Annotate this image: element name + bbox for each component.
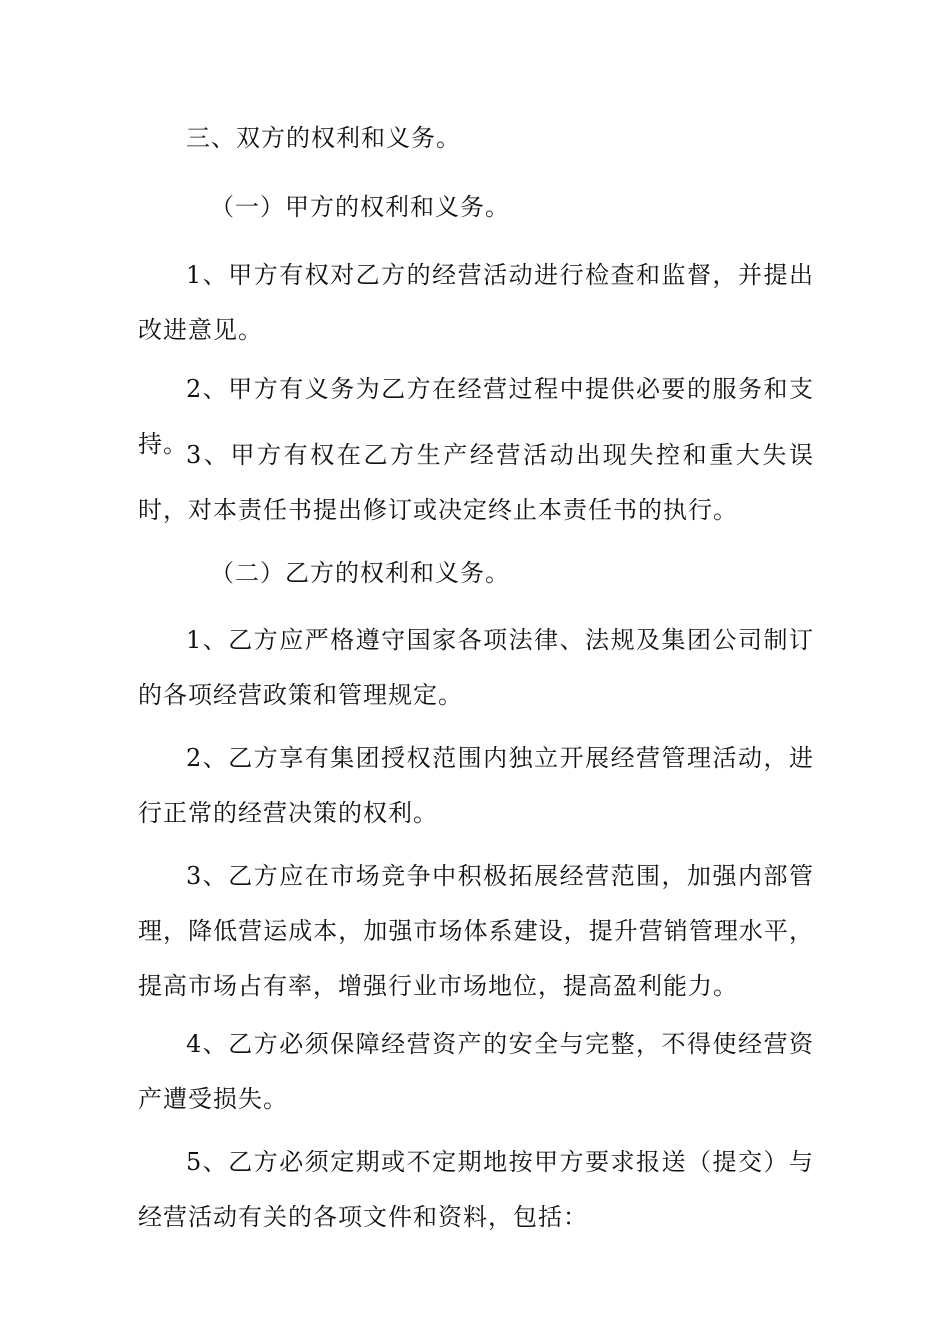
party-a-item-1: 1、甲方有权对乙方的经营活动进行检查和监督，并提出改进意见。 bbox=[138, 261, 814, 344]
subsection-heading-party-b: （二）乙方的权利和义务。 bbox=[210, 559, 510, 587]
party-b-item-5: 5、乙方必须定期或不定期地按甲方要求报送（提交）与经营活动有关的各项文件和资料，包括： bbox=[138, 1148, 814, 1231]
party-b-item-4: 4、乙方必须保障经营资产的安全与完整，不得使经营资产遭受损失。 bbox=[138, 1030, 814, 1113]
party-a-item-2: 2、甲方有义务为乙方在经营过程中提供必要的服务和支持。 bbox=[138, 375, 814, 458]
party-b-item-1: 1、乙方应严格遵守国家各项法律、法规及集团公司制订的各项经营政策和管理规定。 bbox=[138, 626, 814, 709]
party-a-item-3: 3、甲方有权在乙方生产经营活动出现失控和重大失误时，对本责任书提出修订或决定终止本责任书的执行。 bbox=[138, 441, 814, 524]
party-b-item-2: 2、乙方享有集团授权范围内独立开展经营管理活动，进行正常的经营决策的权利。 bbox=[138, 744, 814, 827]
party-b-item-3: 3、乙方应在市场竞争中积极拓展经营范围，加强内部管理，降低营运成本，加强市场体系建设，提升营销管理水平，提高市场占有率，增强行业市场地位，提高盈利能力。 bbox=[138, 862, 814, 1000]
section-heading-rights-obligations: 三、双方的权利和义务。 bbox=[186, 124, 461, 152]
subsection-heading-party-a: （一）甲方的权利和义务。 bbox=[210, 193, 510, 221]
